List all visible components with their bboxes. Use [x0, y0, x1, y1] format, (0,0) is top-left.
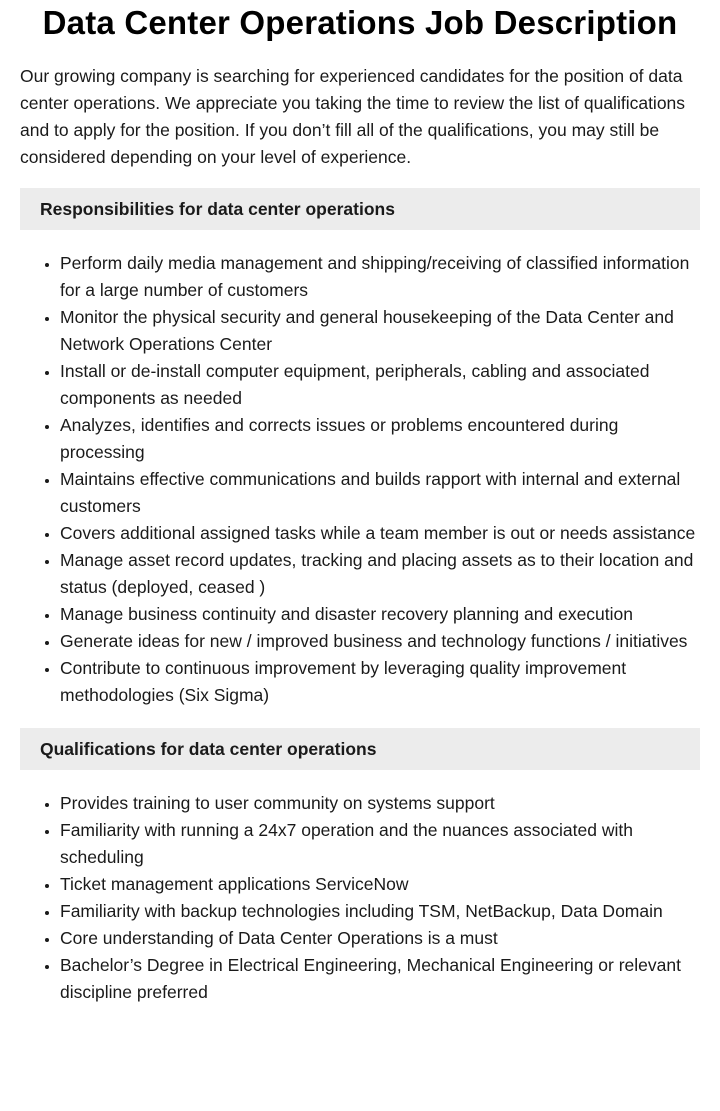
responsibilities-section [20, 188, 700, 709]
intro-paragraph: Our growing company is searching for experienced candidates for the position of data center operations. We appreciate you taking the time to review the list of qualifications and to apply for the position. If you don’t fill all of the qualifications, you may still be considered depending on your level of experience. [20, 66, 686, 167]
list-item: • Perform daily media management and shipping/receiving of classified information for a large number of customers [60, 250, 700, 304]
list-item: • Contribute to continuous improvement by leveraging quality improvement methodologies (Six Sigma) [60, 655, 700, 709]
list-item: • Monitor the physical security and general housekeeping of the Data Center and Network Operations Center [60, 304, 700, 358]
responsibilities-heading: Responsibilities for data center operations [20, 188, 700, 230]
qualifications-heading: Qualifications for data center operations [20, 728, 700, 770]
list-item: • Manage asset record updates, tracking and placing assets as to their location and status (deployed, ceased ) [60, 547, 700, 601]
list-item: • Provides training to user community on systems support [60, 790, 700, 817]
list-item: • Manage business continuity and disaster recovery planning and execution [60, 601, 700, 628]
list-item: • Familiarity with backup technologies including TSM, NetBackup, Data Domain [60, 898, 700, 925]
list-item: • Bachelor’s Degree in Electrical Engineering, Mechanical Engineering or relevant discipline preferred [60, 952, 700, 1006]
responsibilities-list [20, 250, 700, 709]
qualifications-section [20, 728, 700, 1006]
page-title: Data Center Operations Job Description [42, 4, 678, 41]
list-item: • Covers additional assigned tasks while a team member is out or needs assistance [60, 520, 700, 547]
list-item: • Maintains effective communications and builds rapport with internal and external customers [60, 466, 700, 520]
list-item: • Analyzes, identifies and corrects issues or problems encountered during processing [60, 412, 700, 466]
list-item: • Ticket management applications ServiceNow [60, 871, 700, 898]
list-item: • Install or de-install computer equipment, peripherals, cabling and associated components as needed [60, 358, 700, 412]
qualifications-list [20, 790, 700, 1006]
list-item: • Core understanding of Data Center Operations is a must [60, 925, 700, 952]
list-item: • Familiarity with running a 24x7 operation and the nuances associated with scheduling [60, 817, 700, 871]
list-item: • Generate ideas for new / improved business and technology functions / initiatives [60, 628, 700, 655]
